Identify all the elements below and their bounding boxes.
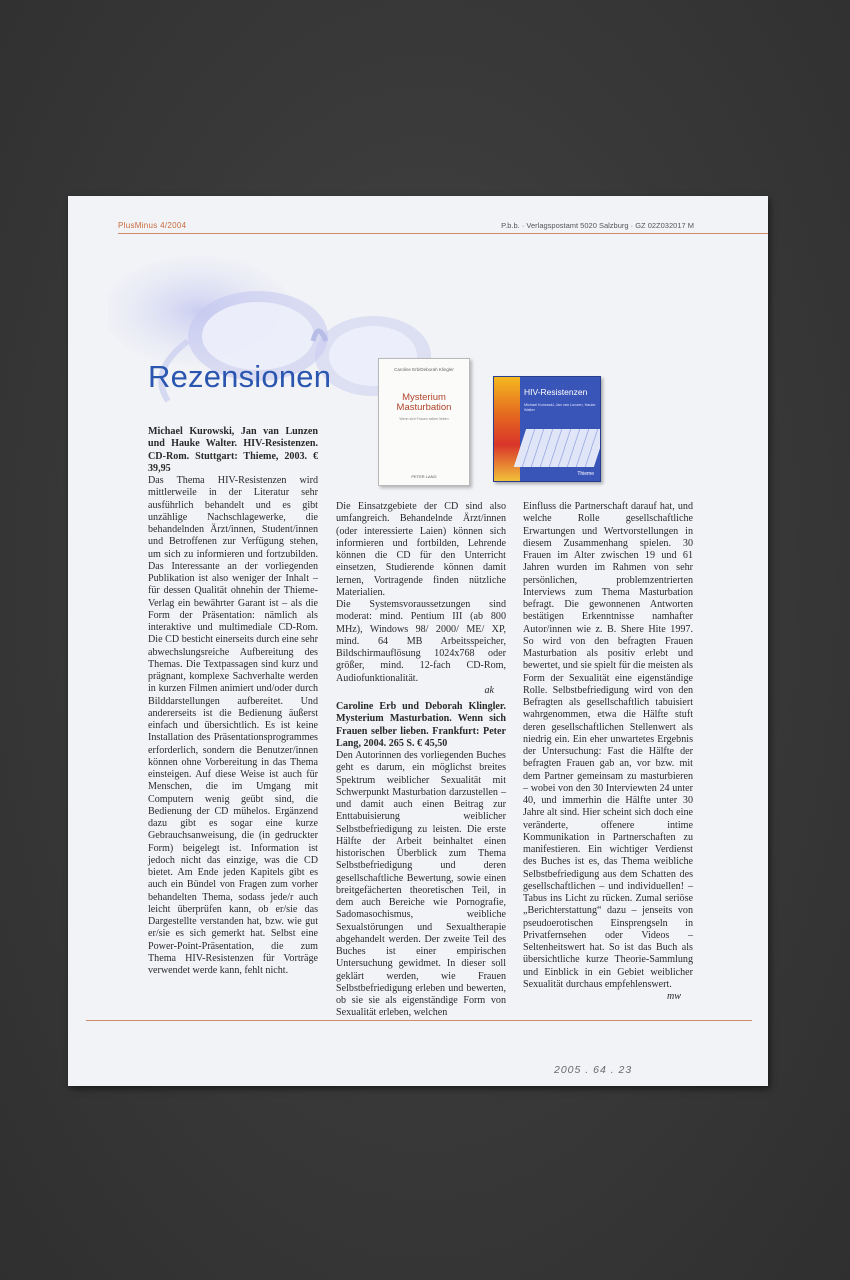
- review1-text-continued: Die Einsatzgebiete der CD sind also umfangreich. Behandelnde Ärzt/innen (oder interessierte Laien) können sich informieren und fortbilden, Lehrende können die CD für den Unterricht einsetzen, Studierende können damit lernen, Vortragende finden nützliche Materialien.: [336, 501, 506, 598]
- top-rule: [118, 233, 768, 234]
- cdrom-cover-hiv: [493, 376, 601, 482]
- column-3: [523, 501, 693, 1003]
- review1-bibliography: Michael Kurowski, Jan van Lunzen und Hauke Walter. HIV-Resistenzen. CD-Rom. Stuttgart: Thieme, 2003. € 39,95: [148, 426, 318, 474]
- book-cover-publisher: PETER LANG: [411, 474, 437, 479]
- cdrom-cover-authors: Michael Kurowski, Jan van Lunzen, Hauke Walter: [524, 403, 596, 412]
- book-cover-subtitle: Wenn sich Frauen selber lieben: [399, 417, 449, 421]
- review2-text-continued: Einfluss die Partnerschaft darauf hat, und welche Rolle gesellschaftliche Erwartungen und Wertvorstellungen in diesem Zusammenhang spielen. 30 Frauen im Alter zwischen 19 und 61 Jahren wurden im Rahmen von sehr persönlichen, problemzentrierten Interviews zum Thema Masturbation befragt. Die gewonnenen Antworten bestätigen Erkenntnisse namhafter Autor/innen wie z. B. Shere Hite 1997. So wird von den befragten Frauen Masturbation als positiv erlebt und bewertet, und sie spielt für die meisten als Form der Sexualität eine eigenständige Rolle. Selbstbefriedigung wird von den Befragten als gesellschaftlich tabuisiert wahrgenommen, etwa die Hälfte stuft deren gesellschaftlichen Stellenwert als niedrig ein. Ein eher unwartetes Ergebnis der Untersuchung: Fast die Hälfte der befragten Frauen gab an, vor bzw. mit dem Partner gemeinsam zu masturbieren – wobei von den 30 Interviewten 24 unter 40, und immerhin die Hälfte unter 30 Jahre alt sind. Hier scheint sich doch eine veränderte, offenere intime Kommunikation in Partnerschaften zu manifestieren. Ein wichtiger Verdienst des Buches ist es, das Thema weibliche Selbstbefriedigung aus dem Schatten des gesellschaftlichen – und individuellen! – Tabus ins Licht zu rücken. Zumal seriöse „Berichterstattung“ dazu – jenseits von pseudoerotischen Einsprengseln in Privatfernsehen oder Videos – Seltenheitswert hat. So ist das Buch als übersichtliche kurze Theorie-Sammlung und Einblick in ein Gebiet weiblicher Sexualität durchaus empfehlenswert.: [523, 501, 693, 990]
- review2-signature: mw: [666, 991, 681, 1002]
- review2-text: Den Autorinnen des vorliegenden Buches geht es darum, ein möglichst breites Spektrum weiblicher Sexualität mit Schwerpunkt Masturbation darzustellen – und damit auch einen Beitrag zur Enttabuisierung weiblicher Selbstbefriedigung zu leisten. Die erste Hälfte der Arbeit beinhaltet einen historischen Überblick zum Thema Selbstbefriedigung und deren gesellschaftliche Bewertung, sowie einen breitgefächerten theoretischen Teil, in dem auch Bereiche wie Pornografie, Sadomasochismus, weibliche Sexualstörungen und Sexualtherapie abgehandelt werden. Der zweite Teil des Buches ist einer empirischen Untersuchung gewidmet. In dieser soll geklärt werden, wie Frauen Selbstbefriedigung erleben und bewerten, ob sie sie als eigenständige Form von Sexualität erleben, welchen: [336, 750, 506, 1019]
- magazine-page: [68, 196, 768, 1086]
- cdrom-cover-publisher: Thieme: [577, 471, 594, 477]
- review1-signature: ak: [484, 684, 494, 696]
- book-cover-mysterium: [378, 358, 470, 486]
- review1-text: Das Thema HIV-Resistenzen wird mittlerweile in der Literatur sehr ausführlich behandelt und es gibt unzählige Nachschlagewerke, die behandelnden Ärzt/innen, Student/innen und Betroffenen zur Verfügung stehen, um sich zu informieren und fortzubilden. Das Interessante an der vorliegenden Publikation ist also weniger der Inhalt – für dessen Qualität ohnehin der Thieme-Verlag ein bewährter Garant ist – als die Form der Präsentation: nämlich als interaktive und multimediale CD-Rom. Die CD besticht einerseits durch eine sehr abwechslungsreiche Aufbereitung des Themas. Die Textpassagen sind kurz und prägnant, komplexe Sachverhalte werden in kurzen Filmen animiert und/oder durch Bilddarstellungen aufbereitet. Und andererseits ist die Bedienung äußerst einfach und übersichtlich. Es ist keine Installation des Präsentationsprogrammes erforderlich, sondern die Benutzer/innen können ohne Vorbereitung in das Thema einsteigen. Auf diese Weise ist auch für Menschen, die im Umgang mit Computern wenig geübt sind, die Bedienung der CD mühelos. Ergänzend dazu gibt es sogar eine kurze Gebrauchsanweisung, die (in gedruckter Form) beigelegt ist. Information ist jedoch nicht das einzige, was die CD bietet. Am Ende jeden Kapitels gibt es auch ein Bündel von Fragen zum vorher behandelten Thema, sodass jede/r auch leicht überprüfen kann, ob er/sie das Dargestellte verstanden hat, bzw. wie gut er/sie es sich gemerkt hat. Selbst eine Power-Point-Präsentation, die zum Thema HIV-Resistenzen für Vorträge verwendet werde kann, fehlt nicht.: [148, 475, 318, 976]
- book-cover-author: Caroline Erb/Deborah Klingler: [394, 367, 454, 372]
- column-2: [336, 501, 506, 1020]
- bottom-rule: [86, 1020, 752, 1021]
- column-1: [148, 426, 318, 977]
- handwritten-archive-note: 2005 . 64 . 23: [554, 1064, 633, 1076]
- section-title: Rezensionen: [148, 359, 332, 394]
- issue-label: PlusMinus 4/2004: [118, 221, 187, 230]
- keyboard-graphic: [514, 429, 601, 467]
- cdrom-cover-title: HIV-Resistenzen: [524, 387, 588, 397]
- postal-info: P.b.b. · Verlagspostamt 5020 Salzburg · GZ 02Z032017 M: [501, 221, 694, 230]
- review1-system-requirements: Die Systemsvoraussetzungen sind moderat: mind. Pentium III (ab 800 MHz), Windows 98/ 2000/ ME/ XP, mind. 64 MB Arbeitsspeicher, Bildschirmauflösung 1024x768 oder größer, mind. 12-fach CD-Rom, Audiofunktionalität.: [336, 599, 506, 684]
- review2-bibliography: Caroline Erb und Deborah Klingler. Mysterium Masturbation. Wenn sich Frauen selber lieben. Frankfurt: Peter Lang, 2004. 265 S. € 45,50: [336, 701, 506, 749]
- book-cover-title: Mysterium Masturbation: [396, 392, 452, 413]
